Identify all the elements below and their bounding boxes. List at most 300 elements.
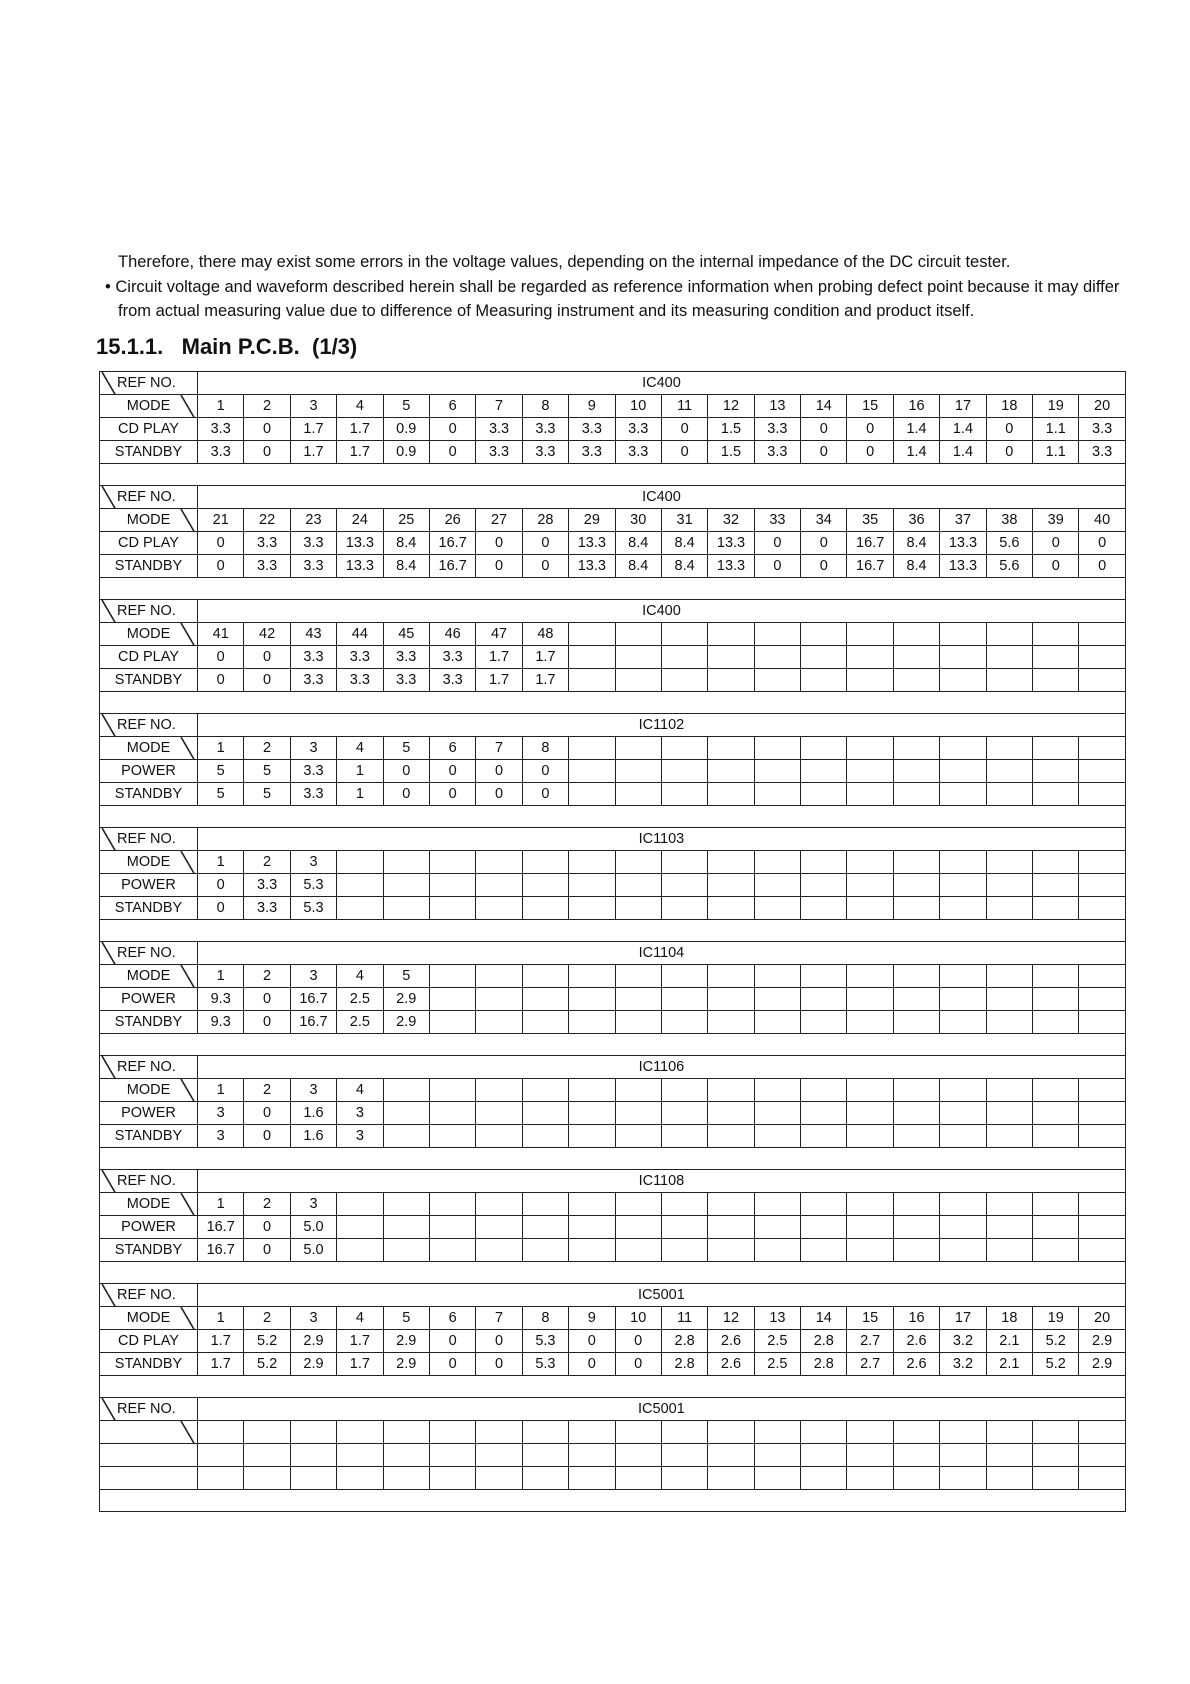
voltage-value: 2.6 bbox=[708, 1353, 754, 1376]
pin-number bbox=[754, 623, 800, 646]
voltage-value bbox=[476, 874, 522, 897]
spacer-cell bbox=[100, 1262, 1126, 1284]
voltage-value: 2.6 bbox=[893, 1353, 939, 1376]
pin-number bbox=[198, 1421, 244, 1444]
voltage-value: 13.3 bbox=[940, 532, 986, 555]
voltage-value: 0 bbox=[569, 1353, 615, 1376]
voltage-value: 3.2 bbox=[940, 1330, 986, 1353]
voltage-value: 2.9 bbox=[383, 1011, 429, 1034]
ref-no-label: REF NO. bbox=[100, 1056, 198, 1079]
voltage-value bbox=[986, 669, 1032, 692]
voltage-value bbox=[569, 1125, 615, 1148]
pin-number bbox=[661, 737, 707, 760]
pin-number: 19 bbox=[1033, 395, 1079, 418]
voltage-value: 1.7 bbox=[476, 669, 522, 692]
voltage-value bbox=[1079, 897, 1125, 920]
voltage-value: 3.3 bbox=[476, 441, 522, 464]
voltage-value: 3.3 bbox=[290, 646, 336, 669]
voltage-value: 1.7 bbox=[522, 669, 568, 692]
voltage-value: 13.3 bbox=[337, 555, 383, 578]
voltage-value bbox=[615, 646, 661, 669]
pin-number bbox=[476, 1421, 522, 1444]
ref-no-label: REF NO. bbox=[100, 372, 198, 395]
pin-number: 2 bbox=[244, 851, 290, 874]
voltage-value: 0 bbox=[476, 760, 522, 783]
pin-number bbox=[754, 1421, 800, 1444]
ref-no-label: REF NO. bbox=[100, 714, 198, 737]
mode-name: STANDBY bbox=[100, 669, 198, 692]
pin-number: 14 bbox=[801, 395, 847, 418]
pin-number: 3 bbox=[290, 1307, 336, 1330]
pin-number bbox=[940, 1421, 986, 1444]
mode-label: MODE bbox=[100, 395, 198, 418]
voltage-value: 0 bbox=[244, 1216, 290, 1239]
pin-number bbox=[661, 965, 707, 988]
pin-number bbox=[940, 1079, 986, 1102]
voltage-value bbox=[986, 1125, 1032, 1148]
voltage-value bbox=[893, 1467, 939, 1490]
table-spacer bbox=[100, 464, 1126, 486]
voltage-value: 0 bbox=[476, 1330, 522, 1353]
voltage-value: 0 bbox=[244, 1011, 290, 1034]
pin-number bbox=[290, 1421, 336, 1444]
voltage-value: 3.3 bbox=[290, 760, 336, 783]
mode-name: STANDBY bbox=[100, 1011, 198, 1034]
voltage-value: 0 bbox=[383, 760, 429, 783]
voltage-value bbox=[522, 1444, 568, 1467]
voltage-value: 3.3 bbox=[1079, 418, 1125, 441]
voltage-value bbox=[337, 1467, 383, 1490]
ref-row bbox=[100, 1284, 1126, 1307]
mode-label: MODE bbox=[100, 1079, 198, 1102]
pin-number: 7 bbox=[476, 395, 522, 418]
voltage-value: 16.7 bbox=[847, 555, 893, 578]
voltage-value bbox=[986, 1216, 1032, 1239]
voltage-value bbox=[940, 1444, 986, 1467]
voltage-value: 0 bbox=[476, 783, 522, 806]
voltage-value bbox=[1033, 1467, 1079, 1490]
voltage-value bbox=[1033, 1216, 1079, 1239]
diagonal-divider-icon bbox=[179, 1193, 197, 1216]
pin-number: 32 bbox=[708, 509, 754, 532]
voltage-value: 0 bbox=[847, 441, 893, 464]
voltage-value: 2.7 bbox=[847, 1330, 893, 1353]
voltage-value: 1.7 bbox=[290, 441, 336, 464]
voltage-value: 2.6 bbox=[893, 1330, 939, 1353]
voltage-value bbox=[429, 1125, 475, 1148]
pin-number bbox=[986, 851, 1032, 874]
ic-name: IC1108 bbox=[198, 1170, 1126, 1193]
voltage-value: 0 bbox=[429, 418, 475, 441]
voltage-row bbox=[100, 760, 1126, 783]
pin-number: 30 bbox=[615, 509, 661, 532]
voltage-value bbox=[429, 1239, 475, 1262]
voltage-value: 0 bbox=[244, 988, 290, 1011]
diagonal-divider-icon bbox=[100, 1170, 118, 1193]
voltage-value: 3.3 bbox=[244, 897, 290, 920]
pin-number bbox=[429, 1421, 475, 1444]
pin-number: 2 bbox=[244, 395, 290, 418]
pin-number: 1 bbox=[198, 851, 244, 874]
pin-number bbox=[893, 851, 939, 874]
pin-row bbox=[100, 509, 1126, 532]
voltage-value bbox=[847, 669, 893, 692]
pin-number: 2 bbox=[244, 1307, 290, 1330]
voltage-value: 0 bbox=[522, 555, 568, 578]
voltage-value: 2.1 bbox=[986, 1330, 1032, 1353]
pin-number: 4 bbox=[337, 737, 383, 760]
pin-number: 18 bbox=[986, 395, 1032, 418]
voltage-value: 3.3 bbox=[522, 418, 568, 441]
pin-number bbox=[940, 1193, 986, 1216]
pin-number: 12 bbox=[708, 1307, 754, 1330]
pin-number: 43 bbox=[290, 623, 336, 646]
pin-number bbox=[522, 1079, 568, 1102]
voltage-value: 3.2 bbox=[940, 1353, 986, 1376]
voltage-value bbox=[708, 783, 754, 806]
voltage-value: 0 bbox=[801, 441, 847, 464]
pin-number bbox=[569, 965, 615, 988]
pin-number: 24 bbox=[337, 509, 383, 532]
pin-number: 12 bbox=[708, 395, 754, 418]
pin-number bbox=[476, 851, 522, 874]
pin-number: 8 bbox=[522, 737, 568, 760]
pin-number bbox=[1033, 851, 1079, 874]
voltage-value bbox=[754, 897, 800, 920]
voltage-row bbox=[100, 1444, 1126, 1467]
voltage-value: 16.7 bbox=[847, 532, 893, 555]
table-spacer bbox=[100, 578, 1126, 600]
pin-number bbox=[1079, 1421, 1125, 1444]
voltage-value: 1 bbox=[337, 760, 383, 783]
mode-name: STANDBY bbox=[100, 555, 198, 578]
voltage-value bbox=[198, 1467, 244, 1490]
voltage-value bbox=[522, 1102, 568, 1125]
voltage-value bbox=[940, 1239, 986, 1262]
voltage-value bbox=[661, 646, 707, 669]
diagonal-divider-icon bbox=[100, 942, 118, 965]
intro-line: Therefore, there may exist some errors in the voltage values, depending on the internal impedance of the DC circuit tester. bbox=[118, 253, 1011, 271]
mode-name: STANDBY bbox=[100, 783, 198, 806]
voltage-value: 8.4 bbox=[383, 532, 429, 555]
voltage-value: 0 bbox=[244, 646, 290, 669]
voltage-value: 3.3 bbox=[337, 669, 383, 692]
voltage-value bbox=[522, 897, 568, 920]
voltage-value bbox=[476, 897, 522, 920]
voltage-value: 3.3 bbox=[476, 418, 522, 441]
pin-number: 45 bbox=[383, 623, 429, 646]
pin-number bbox=[244, 1421, 290, 1444]
diagonal-divider-icon bbox=[100, 1284, 118, 1307]
voltage-value: 3.3 bbox=[429, 669, 475, 692]
voltage-value: 0 bbox=[429, 760, 475, 783]
voltage-value: 1.7 bbox=[198, 1330, 244, 1353]
voltage-value: 13.3 bbox=[569, 555, 615, 578]
pin-number bbox=[661, 1421, 707, 1444]
voltage-value bbox=[708, 1444, 754, 1467]
pin-number: 46 bbox=[429, 623, 475, 646]
voltage-value bbox=[893, 783, 939, 806]
voltage-table bbox=[99, 371, 1126, 1512]
voltage-value bbox=[661, 1444, 707, 1467]
voltage-value bbox=[1033, 783, 1079, 806]
voltage-value bbox=[940, 1467, 986, 1490]
voltage-value: 16.7 bbox=[429, 532, 475, 555]
voltage-value: 5.6 bbox=[986, 555, 1032, 578]
pin-row bbox=[100, 1193, 1126, 1216]
voltage-value: 1.7 bbox=[337, 441, 383, 464]
pin-number: 28 bbox=[522, 509, 568, 532]
voltage-value bbox=[383, 1444, 429, 1467]
pin-number: 21 bbox=[198, 509, 244, 532]
pin-number: 36 bbox=[893, 509, 939, 532]
voltage-row bbox=[100, 1216, 1126, 1239]
voltage-value bbox=[661, 783, 707, 806]
mode-label bbox=[100, 1421, 198, 1444]
voltage-value: 0 bbox=[1079, 532, 1125, 555]
voltage-value bbox=[615, 1444, 661, 1467]
voltage-value bbox=[754, 783, 800, 806]
pin-number bbox=[569, 851, 615, 874]
pin-number bbox=[476, 1193, 522, 1216]
voltage-value bbox=[569, 783, 615, 806]
voltage-value: 2.7 bbox=[847, 1353, 893, 1376]
voltage-value: 1.7 bbox=[337, 1330, 383, 1353]
pin-number: 5 bbox=[383, 395, 429, 418]
mode-name bbox=[100, 1444, 198, 1467]
voltage-value bbox=[476, 1216, 522, 1239]
voltage-value: 13.3 bbox=[569, 532, 615, 555]
voltage-value: 2.9 bbox=[290, 1330, 336, 1353]
pin-number: 25 bbox=[383, 509, 429, 532]
voltage-value: 1.6 bbox=[290, 1102, 336, 1125]
spacer-cell bbox=[100, 578, 1126, 600]
voltage-value: 0 bbox=[569, 1330, 615, 1353]
pin-number bbox=[476, 965, 522, 988]
voltage-value bbox=[893, 988, 939, 1011]
pin-number bbox=[708, 1193, 754, 1216]
voltage-value bbox=[893, 1239, 939, 1262]
pin-number bbox=[940, 851, 986, 874]
mode-label: MODE bbox=[100, 1193, 198, 1216]
pin-number: 20 bbox=[1079, 1307, 1125, 1330]
voltage-value: 0 bbox=[801, 418, 847, 441]
voltage-value bbox=[1033, 1239, 1079, 1262]
ic-name: IC400 bbox=[198, 600, 1126, 623]
pin-number: 31 bbox=[661, 509, 707, 532]
pin-number: 44 bbox=[337, 623, 383, 646]
voltage-row bbox=[100, 441, 1126, 464]
pin-number bbox=[708, 1079, 754, 1102]
voltage-value bbox=[615, 783, 661, 806]
voltage-value bbox=[1033, 1125, 1079, 1148]
diagonal-divider-icon bbox=[179, 509, 197, 532]
voltage-value: 3.3 bbox=[383, 669, 429, 692]
voltage-value bbox=[754, 1467, 800, 1490]
voltage-value bbox=[986, 760, 1032, 783]
pin-number: 48 bbox=[522, 623, 568, 646]
voltage-value bbox=[429, 874, 475, 897]
voltage-value bbox=[708, 760, 754, 783]
voltage-value: 0 bbox=[198, 646, 244, 669]
pin-number: 27 bbox=[476, 509, 522, 532]
voltage-value: 1.7 bbox=[337, 418, 383, 441]
pin-number bbox=[522, 851, 568, 874]
table-spacer bbox=[100, 1376, 1126, 1398]
voltage-value: 5 bbox=[198, 760, 244, 783]
pin-number: 2 bbox=[244, 737, 290, 760]
pin-number: 42 bbox=[244, 623, 290, 646]
ref-row bbox=[100, 1056, 1126, 1079]
voltage-value bbox=[615, 1216, 661, 1239]
voltage-value bbox=[847, 646, 893, 669]
voltage-value: 0 bbox=[244, 1102, 290, 1125]
voltage-value bbox=[429, 1102, 475, 1125]
voltage-value bbox=[801, 897, 847, 920]
voltage-value: 3.3 bbox=[337, 646, 383, 669]
pin-number: 5 bbox=[383, 965, 429, 988]
ic-name: IC400 bbox=[198, 486, 1126, 509]
pin-number bbox=[801, 965, 847, 988]
pin-number: 8 bbox=[522, 395, 568, 418]
voltage-value bbox=[1033, 1011, 1079, 1034]
voltage-value bbox=[940, 1102, 986, 1125]
voltage-value bbox=[244, 1444, 290, 1467]
pin-number bbox=[1079, 851, 1125, 874]
voltage-value: 0 bbox=[244, 669, 290, 692]
voltage-value: 0 bbox=[198, 532, 244, 555]
pin-number: 4 bbox=[337, 1079, 383, 1102]
voltage-value: 0 bbox=[244, 418, 290, 441]
voltage-value: 3 bbox=[337, 1102, 383, 1125]
ref-no-label: REF NO. bbox=[100, 1170, 198, 1193]
voltage-value: 5 bbox=[244, 783, 290, 806]
voltage-value: 0 bbox=[198, 874, 244, 897]
voltage-value: 3.3 bbox=[290, 532, 336, 555]
voltage-value bbox=[986, 1239, 1032, 1262]
voltage-value bbox=[893, 1011, 939, 1034]
voltage-value bbox=[615, 669, 661, 692]
voltage-value bbox=[1033, 669, 1079, 692]
voltage-value: 1.7 bbox=[337, 1353, 383, 1376]
pin-number bbox=[708, 851, 754, 874]
pin-row bbox=[100, 623, 1126, 646]
pin-number: 40 bbox=[1079, 509, 1125, 532]
pin-number: 13 bbox=[754, 395, 800, 418]
voltage-value: 0 bbox=[476, 1353, 522, 1376]
voltage-value bbox=[847, 874, 893, 897]
pin-number: 1 bbox=[198, 395, 244, 418]
pin-number bbox=[754, 965, 800, 988]
mode-name: CD PLAY bbox=[100, 418, 198, 441]
voltage-value bbox=[198, 1444, 244, 1467]
pin-row bbox=[100, 395, 1126, 418]
voltage-value: 3 bbox=[198, 1125, 244, 1148]
voltage-value bbox=[290, 1444, 336, 1467]
voltage-value bbox=[986, 874, 1032, 897]
voltage-value bbox=[754, 1239, 800, 1262]
voltage-value bbox=[476, 1102, 522, 1125]
voltage-value: 8.4 bbox=[661, 532, 707, 555]
voltage-value bbox=[615, 874, 661, 897]
voltage-value bbox=[893, 1216, 939, 1239]
table-spacer bbox=[100, 1262, 1126, 1284]
pin-number: 10 bbox=[615, 1307, 661, 1330]
voltage-value bbox=[661, 897, 707, 920]
voltage-value bbox=[986, 1102, 1032, 1125]
voltage-value: 3.3 bbox=[615, 418, 661, 441]
voltage-value: 0 bbox=[522, 760, 568, 783]
pin-number bbox=[893, 1421, 939, 1444]
pin-number: 5 bbox=[383, 1307, 429, 1330]
pin-number bbox=[847, 1421, 893, 1444]
pin-number bbox=[847, 851, 893, 874]
voltage-value: 5.6 bbox=[986, 532, 1032, 555]
pin-number bbox=[1033, 737, 1079, 760]
voltage-value: 3.3 bbox=[244, 532, 290, 555]
table-spacer bbox=[100, 920, 1126, 942]
voltage-value bbox=[801, 988, 847, 1011]
voltage-value: 2.5 bbox=[754, 1330, 800, 1353]
voltage-value bbox=[940, 669, 986, 692]
voltage-value bbox=[847, 897, 893, 920]
voltage-value bbox=[847, 1102, 893, 1125]
voltage-value: 3.3 bbox=[1079, 441, 1125, 464]
pin-number bbox=[383, 1193, 429, 1216]
diagonal-divider-icon bbox=[179, 623, 197, 646]
pin-number: 39 bbox=[1033, 509, 1079, 532]
pin-number: 14 bbox=[801, 1307, 847, 1330]
mode-name bbox=[100, 1467, 198, 1490]
voltage-value bbox=[986, 1444, 1032, 1467]
pin-number bbox=[1033, 1079, 1079, 1102]
voltage-value bbox=[1079, 646, 1125, 669]
spacer-cell bbox=[100, 806, 1126, 828]
voltage-value bbox=[940, 760, 986, 783]
voltage-value: 0 bbox=[754, 532, 800, 555]
pin-number bbox=[847, 1079, 893, 1102]
pin-number bbox=[708, 623, 754, 646]
pin-number: 18 bbox=[986, 1307, 1032, 1330]
pin-number: 9 bbox=[569, 1307, 615, 1330]
voltage-value bbox=[1033, 646, 1079, 669]
voltage-value: 0 bbox=[615, 1353, 661, 1376]
voltage-value bbox=[1079, 760, 1125, 783]
spacer-cell bbox=[100, 692, 1126, 714]
voltage-value: 5.3 bbox=[522, 1330, 568, 1353]
pin-number: 1 bbox=[198, 1193, 244, 1216]
voltage-value bbox=[1033, 1444, 1079, 1467]
voltage-value: 3.3 bbox=[244, 555, 290, 578]
voltage-value: 3.3 bbox=[429, 646, 475, 669]
pin-number bbox=[1033, 1193, 1079, 1216]
pin-number bbox=[615, 1193, 661, 1216]
pin-number: 4 bbox=[337, 965, 383, 988]
voltage-value bbox=[661, 1216, 707, 1239]
spacer-cell bbox=[100, 464, 1126, 486]
voltage-value: 5 bbox=[198, 783, 244, 806]
spacer-cell bbox=[100, 1490, 1126, 1512]
voltage-value bbox=[615, 760, 661, 783]
pin-number bbox=[429, 1079, 475, 1102]
pin-number: 4 bbox=[337, 395, 383, 418]
voltage-value bbox=[986, 988, 1032, 1011]
diagonal-divider-icon bbox=[179, 1307, 197, 1330]
pin-number: 3 bbox=[290, 1079, 336, 1102]
mode-name: POWER bbox=[100, 1216, 198, 1239]
pin-number: 11 bbox=[661, 395, 707, 418]
voltage-value: 1.7 bbox=[522, 646, 568, 669]
